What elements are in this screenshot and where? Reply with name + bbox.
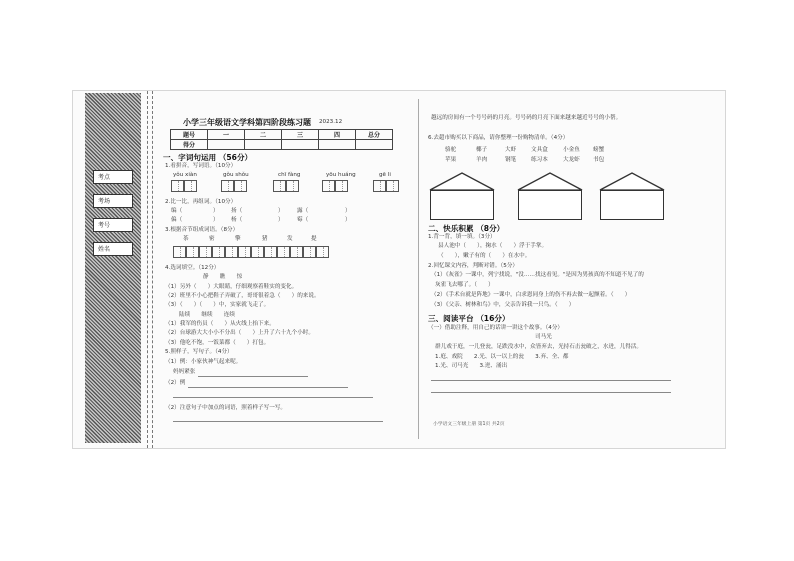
s2-line-6: 灰雀飞去哪了。（ ） bbox=[435, 282, 494, 288]
s2-line-1: 1.背一背，填一填。（3分） bbox=[428, 234, 496, 240]
score-input[interactable] bbox=[319, 140, 356, 150]
q4-line-6: （3）他吃不饱，一饭菜都（ ）打包。 bbox=[165, 340, 270, 346]
field-exam-number[interactable]: 考号 bbox=[93, 218, 133, 232]
section2-title: 二、快乐积累 （8分） bbox=[428, 224, 505, 233]
answer-box[interactable] bbox=[238, 246, 251, 258]
score-input[interactable] bbox=[208, 140, 245, 150]
syllable-word: 密 bbox=[209, 236, 215, 242]
field-exam-room[interactable]: 考场 bbox=[93, 194, 133, 208]
goods-item: 椰子 bbox=[476, 147, 488, 153]
answer-box[interactable] bbox=[184, 180, 197, 192]
column-divider bbox=[418, 99, 419, 439]
score-input[interactable] bbox=[245, 140, 282, 150]
q4-options-1: 静 瞧 惊 bbox=[203, 274, 243, 280]
pinyin-2: gǒu shǒu bbox=[223, 172, 249, 178]
q6-prompt: 6.去超市购买以下商品，请你整理一份购物清单。（4分） bbox=[428, 135, 569, 141]
score-input[interactable] bbox=[282, 140, 319, 150]
answer-line[interactable] bbox=[431, 392, 671, 393]
answer-box[interactable] bbox=[277, 246, 290, 258]
syllable-word: 茶 bbox=[183, 236, 189, 242]
field-exam-site[interactable]: 考点 bbox=[93, 170, 133, 184]
goods-item: 羊肉 bbox=[476, 157, 488, 163]
answer-box[interactable] bbox=[225, 246, 238, 258]
answer-box[interactable] bbox=[264, 246, 277, 258]
answer-box[interactable] bbox=[212, 246, 225, 258]
compare-word: ） bbox=[278, 217, 284, 223]
q4-line-4: （1）我军的伤员（ ）从火线上抬下来。 bbox=[165, 321, 275, 327]
answer-box[interactable] bbox=[386, 180, 399, 192]
score-table-score-row bbox=[171, 140, 393, 150]
section3-title: 三、阅读平台 （16分） bbox=[428, 314, 510, 323]
q1-prompt: 1.看拼音，写词语。（10分） bbox=[165, 163, 237, 169]
answer-box[interactable] bbox=[335, 180, 348, 192]
answer-line[interactable] bbox=[188, 387, 348, 388]
goods-item: 文具盒 bbox=[531, 147, 548, 153]
goods-item: 骆驼 bbox=[445, 147, 457, 153]
q5-prompt: 5.照样子，写句子。（4分） bbox=[165, 349, 233, 355]
page-footer: 小学语文三年级上册 第1页 共2页 bbox=[433, 422, 505, 427]
q4-prompt: 4.选词填空。（12分） bbox=[165, 265, 220, 271]
field-student-name[interactable]: 姓名 bbox=[93, 242, 133, 256]
exam-title: 小学三年级语文学科第四阶段练习题 bbox=[183, 118, 311, 127]
answer-line[interactable] bbox=[173, 421, 383, 422]
s3-notes-1: 1.庭、戏院 2.光、以一以上的瓮 3.弃、全、都 bbox=[435, 354, 569, 360]
goods-item: 书包 bbox=[593, 157, 605, 163]
answer-box[interactable] bbox=[273, 180, 286, 192]
house-box-2[interactable] bbox=[518, 190, 582, 220]
score-table bbox=[170, 129, 393, 150]
q5-example-1: （1）例：小家伙神气起来呢。 bbox=[165, 359, 242, 365]
exam-date: 2023.12 bbox=[319, 119, 343, 125]
q4-line-3: （3）（ ）（ ）中，实家就飞走了。 bbox=[165, 302, 270, 308]
answer-box[interactable] bbox=[234, 180, 247, 192]
s2-line-4: 2.回忆课文内容，判断对错。（5分） bbox=[428, 263, 519, 269]
house-box-3[interactable] bbox=[600, 190, 664, 220]
q4-line-2: （2）班里不小心把鞋子弄破了，哥哥很着急（ ）的来说。 bbox=[165, 293, 320, 299]
pinyin-3: chī fàng bbox=[278, 172, 301, 178]
goods-item: 大虾 bbox=[505, 147, 517, 153]
passage-top-line: 越远的房间有一个号号码的月亮。号号码的月亮下面来越来越近号号的小帮。 bbox=[431, 115, 622, 121]
answer-box[interactable] bbox=[251, 246, 264, 258]
house-box-1[interactable] bbox=[430, 190, 494, 220]
compare-word: ） bbox=[345, 217, 351, 223]
house-roofs bbox=[428, 171, 668, 191]
answer-box[interactable] bbox=[286, 180, 299, 192]
compare-word: 霉（ bbox=[297, 217, 309, 223]
exam-sheet bbox=[72, 90, 726, 449]
syllable-word: 猪 bbox=[262, 236, 268, 242]
answer-box[interactable] bbox=[316, 246, 329, 258]
q5-example-2: （2）例 bbox=[165, 380, 186, 386]
answer-box[interactable] bbox=[322, 180, 335, 192]
compare-word: ） bbox=[345, 208, 351, 214]
score-cell: 题号 bbox=[171, 130, 208, 140]
score-cell: 总分 bbox=[356, 130, 393, 140]
q4-line-5: （2）台球游大大小小不分出（ ）上升了六十九个小时。 bbox=[165, 330, 314, 336]
q5-line-2: （2）注意句子中加点的词语，照着样子写一写。 bbox=[165, 405, 287, 411]
s2-line-7: （2）《手术台就是阵地》一课中，白求恩同身上的伤不再去做一起颤着。（ ） bbox=[431, 292, 631, 298]
binding-line bbox=[147, 91, 148, 448]
compare-word: 偏（ bbox=[171, 217, 183, 223]
answer-box[interactable] bbox=[171, 180, 184, 192]
answer-line[interactable] bbox=[431, 380, 671, 381]
section1-title: 一、字词句运用 （56分） bbox=[163, 153, 253, 162]
compare-word: 露（ bbox=[297, 208, 309, 214]
answer-box[interactable] bbox=[290, 246, 303, 258]
compare-word: 编（ bbox=[171, 208, 183, 214]
pinyin-1: yǒu xiàn bbox=[173, 172, 197, 178]
compare-word: 杨（ bbox=[231, 217, 243, 223]
s2-line-8: （3）《父亲、树林和鸟》中，父亲告诉我一只鸟。（ ） bbox=[431, 302, 575, 308]
s2-line-2: 县人池中（ ），掬水（ ）浮于手掌。 bbox=[438, 243, 548, 249]
answer-box[interactable] bbox=[186, 246, 199, 258]
score-table-header-row bbox=[171, 130, 393, 140]
score-cell: 得分 bbox=[171, 140, 208, 150]
compare-word: ） bbox=[213, 217, 219, 223]
answer-box[interactable] bbox=[199, 246, 212, 258]
goods-item: 大龙虾 bbox=[563, 157, 580, 163]
compare-word: ） bbox=[278, 208, 284, 214]
pinyin-4: yōu huáng bbox=[326, 172, 356, 178]
syllable-word: 擎 bbox=[235, 236, 241, 242]
syllable-word: 发 bbox=[287, 236, 293, 242]
compare-word: 扬（ bbox=[231, 208, 243, 214]
answer-box[interactable] bbox=[303, 246, 316, 258]
s2-line-5: （1）《灰雀》一课中，列宁找说，"没……找这看见。"是因为男孩真的不知道不见了的 bbox=[431, 272, 644, 278]
q5-line-1: 妈妈紧张 bbox=[173, 369, 196, 375]
s3-line-1: （一）借助注释，用自己的话讲一讲这个故事。（4分） bbox=[428, 325, 564, 331]
syllable-word: 提 bbox=[311, 236, 317, 242]
s3-notes-2: 1.光、司马光 3.迸、涌出 bbox=[435, 363, 508, 369]
passage-title: 司马光 bbox=[535, 334, 552, 340]
binding-strip bbox=[85, 93, 141, 443]
answer-box[interactable] bbox=[373, 180, 386, 192]
q4-options-2: 陆续 继续 连续 bbox=[179, 312, 235, 318]
score-cell: 一 bbox=[208, 130, 245, 140]
goods-item: 钢笔 bbox=[505, 157, 517, 163]
goods-item: 小金鱼 bbox=[563, 147, 580, 153]
q3-prompt: 3.根据音节组成词语。（8分） bbox=[165, 227, 239, 233]
pinyin-5: gē li bbox=[379, 172, 391, 178]
binding-line-inner bbox=[152, 91, 153, 448]
goods-item: 练习本 bbox=[531, 157, 548, 163]
answer-box[interactable] bbox=[221, 180, 234, 192]
q4-line-1: （1）另外（ ）大眼睛，仔细观察着鞋实的变化。 bbox=[165, 284, 298, 290]
goods-item: 螃蟹 bbox=[593, 147, 605, 153]
score-cell: 四 bbox=[319, 130, 356, 140]
score-input[interactable] bbox=[356, 140, 393, 150]
answer-line[interactable] bbox=[173, 397, 373, 398]
answer-line[interactable] bbox=[198, 376, 308, 377]
compare-word: ） bbox=[213, 208, 219, 214]
goods-item: 苹果 bbox=[445, 157, 457, 163]
q2-prompt: 2.比一比，再组词。（10分） bbox=[165, 199, 237, 205]
score-cell: 三 bbox=[282, 130, 319, 140]
s2-line-3: （ ），嫩子有的（ ）在水中。 bbox=[438, 253, 531, 259]
s3-passage: 群儿戏于庭，一儿登瓮，足跌没水中，众皆弃去，光持石击瓮破之，水迸，儿得活。 bbox=[435, 344, 642, 350]
score-cell: 二 bbox=[245, 130, 282, 140]
answer-box[interactable] bbox=[173, 246, 186, 258]
